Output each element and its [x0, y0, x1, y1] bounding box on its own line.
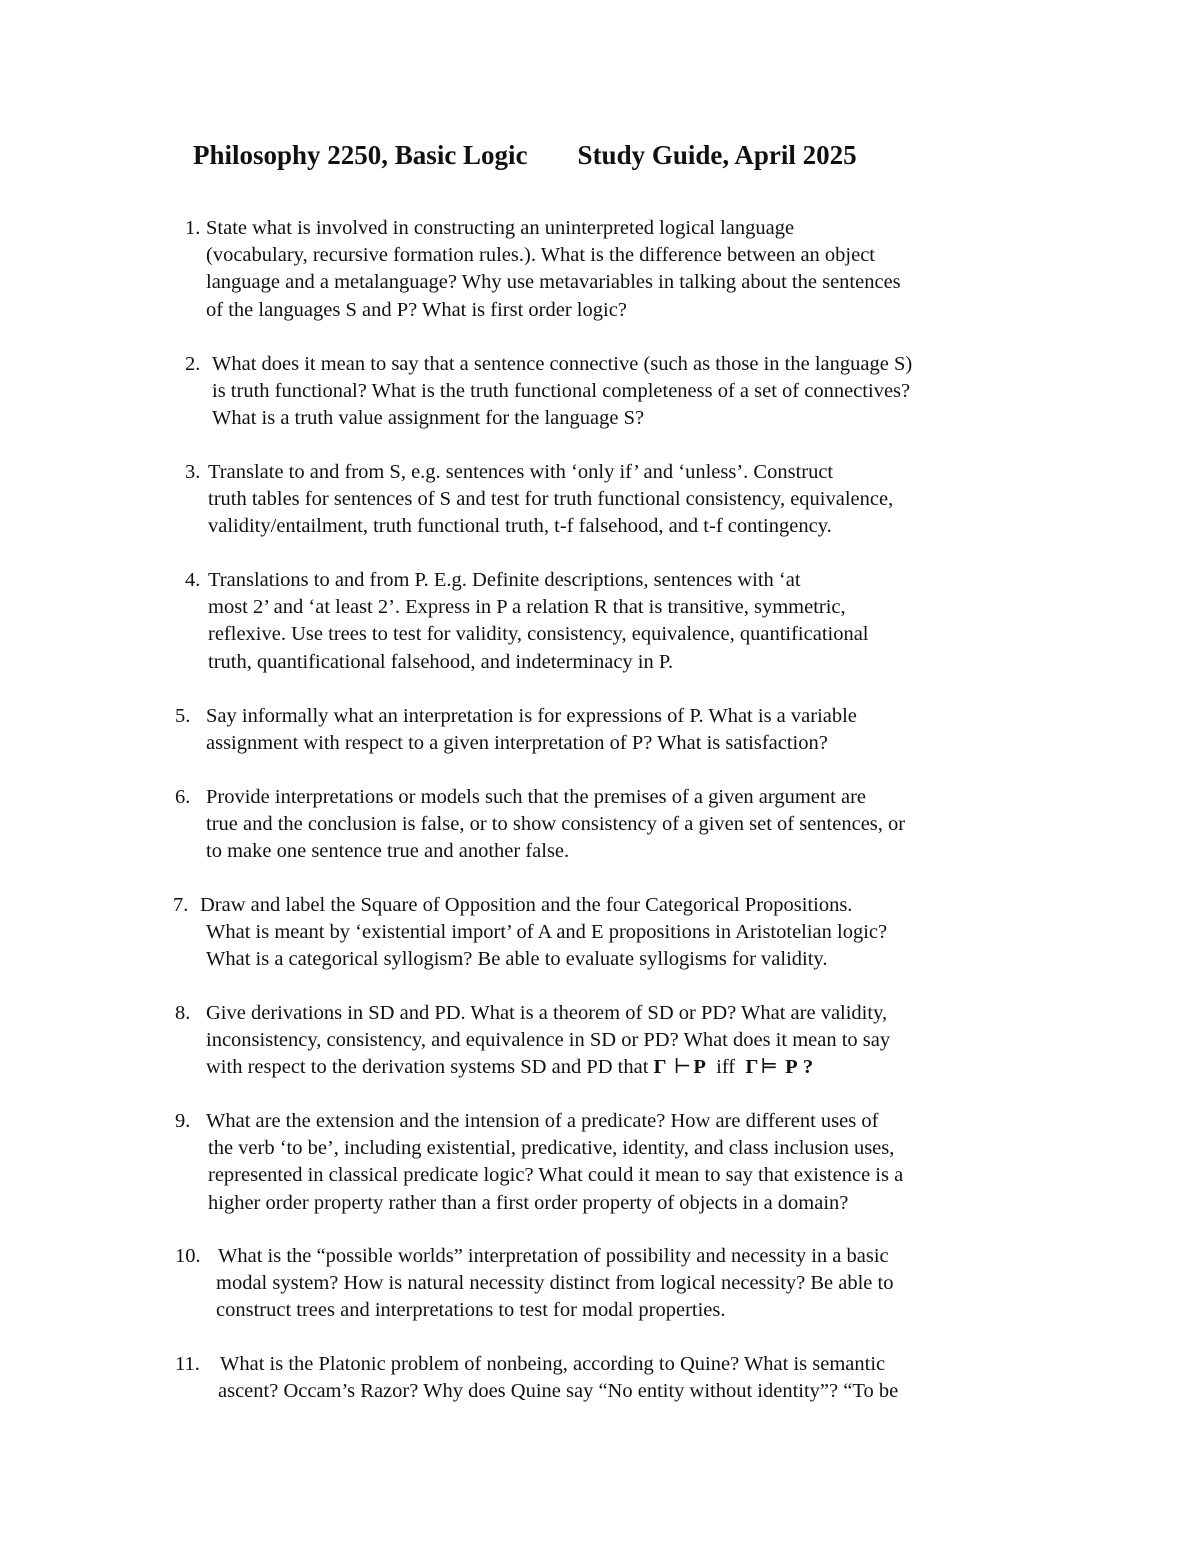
item-line: What is the Platonic problem of nonbeing, according to Quine? What is semantic [220, 1353, 886, 1375]
item-line: Provide interpretations or models such that the premises of a given argument are [206, 786, 866, 808]
item-number: 1. [185, 217, 201, 239]
list-item [185, 215, 901, 324]
item-line: inconsistency, consistency, and equivalence in SD or PD? What does it mean to say [206, 1029, 891, 1052]
list-item [175, 784, 906, 866]
item-line: language and a metalanguage? Why use metavariables in talking about the sentences [206, 271, 901, 294]
iff-word: iff [716, 1056, 736, 1079]
item-line: State what is involved in constructing an uninterpreted logical language [206, 217, 795, 239]
item-line: the verb ‘to be’, including existential, predicative, identity, and class inclusion uses, [208, 1137, 895, 1160]
item-line: (vocabulary, recursive formation rules.). What is the difference between an object [206, 244, 876, 267]
list-item [175, 1000, 891, 1082]
item-line: construct trees and interpretations to test for modal properties. [216, 1299, 726, 1322]
guide-title: Study Guide, April 2025 [577, 140, 857, 170]
item-line: higher order property rather than a first order property of objects in a domain? [208, 1191, 849, 1214]
item-line: truth tables for sentences of S and test for truth functional consistency, equivalence, [208, 488, 894, 511]
item-line: What is the “possible worlds” interpretation of possibility and necessity in a basic [218, 1245, 889, 1267]
list-item [175, 1108, 904, 1217]
list-item [175, 703, 857, 757]
item-line: Draw and label the Square of Opposition and the four Categorical Propositions. [200, 894, 853, 916]
item-line: represented in classical predicate logic? What could it mean to say that existence is a [208, 1164, 904, 1187]
entails-symbol: ⊨ [760, 1056, 779, 1079]
item-line: reflexive. Use trees to test for validity, consistency, equivalence, quantificational [208, 623, 869, 646]
question-mark: ? [802, 1056, 814, 1079]
item-line: true and the conclusion is false, or to show consistency of a given set of sentences, or [206, 813, 906, 836]
item-line-formula [206, 1054, 890, 1081]
item-line: Say informally what an interpretation is for expressions of P. What is a variable [206, 705, 857, 727]
item-number: 10. [175, 1245, 201, 1267]
list-item [173, 892, 888, 974]
item-line: modal system? How is natural necessity distinct from logical necessity? Be able to [216, 1272, 894, 1295]
list-item [185, 567, 869, 676]
list-item [175, 1351, 899, 1405]
item-number: 2. [185, 353, 201, 375]
item-line: Translations to and from P. E.g. Definite descriptions, sentences with ‘at [208, 569, 801, 591]
page-title [193, 140, 857, 171]
item-line: What is meant by ‘existential import’ of A and E propositions in Aristotelian logic? [206, 921, 888, 944]
item-line: What is a truth value assignment for the language S? [212, 407, 645, 430]
item-line: is truth functional? What is the truth functional completeness of a set of connectives? [212, 380, 911, 403]
item-line: validity/entailment, truth functional truth, t-f falsehood, and t-f contingency. [208, 515, 832, 538]
formula-prefix: with respect to the derivation systems SD and PD that [206, 1056, 654, 1079]
item-line: most 2’ and ‘at least 2’. Express in P a relation R that is transitive, symmetric, [208, 596, 846, 619]
derives-symbol: ⊢ [673, 1056, 692, 1079]
item-line: assignment with respect to a given interpretation of P? What is satisfaction? [206, 732, 828, 755]
item-number: 6. [175, 786, 191, 808]
sentence-p-symbol: P [693, 1056, 706, 1079]
gamma-symbol: Γ [745, 1056, 759, 1079]
list-item [175, 1243, 894, 1325]
item-line: of the languages S and P? What is first order logic? [206, 298, 627, 321]
item-line: truth, quantificational falsehood, and indeterminacy in P. [208, 650, 674, 673]
course-title: Philosophy 2250, Basic Logic [193, 140, 528, 170]
item-line: Give derivations in SD and PD. What is a theorem of SD or PD? What are validity, [206, 1002, 888, 1024]
item-number: 4. [185, 569, 201, 591]
gamma-symbol: Γ [653, 1056, 667, 1079]
item-number: 11. [175, 1353, 200, 1375]
item-line: What is a categorical syllogism? Be able to evaluate syllogisms for validity. [206, 948, 828, 971]
list-item [185, 351, 913, 433]
item-line: What does it mean to say that a sentence connective (such as those in the language S) [212, 353, 913, 375]
item-line: Translate to and from S, e.g. sentences with ‘only if’ and ‘unless’. Construct [208, 461, 834, 483]
item-number: 5. [175, 705, 191, 727]
item-number: 7. [173, 894, 189, 916]
item-number: 8. [175, 1002, 191, 1024]
item-line: to make one sentence true and another false. [206, 840, 570, 863]
item-line: ascent? Occam’s Razor? Why does Quine say “No entity without identity”? “To be [218, 1380, 899, 1403]
item-line: What are the extension and the intension of a predicate? How are different uses of [206, 1110, 879, 1132]
sentence-p-symbol: P [785, 1056, 798, 1079]
item-number: 3. [185, 461, 201, 483]
item-number: 9. [175, 1110, 191, 1132]
list-item [185, 459, 894, 541]
